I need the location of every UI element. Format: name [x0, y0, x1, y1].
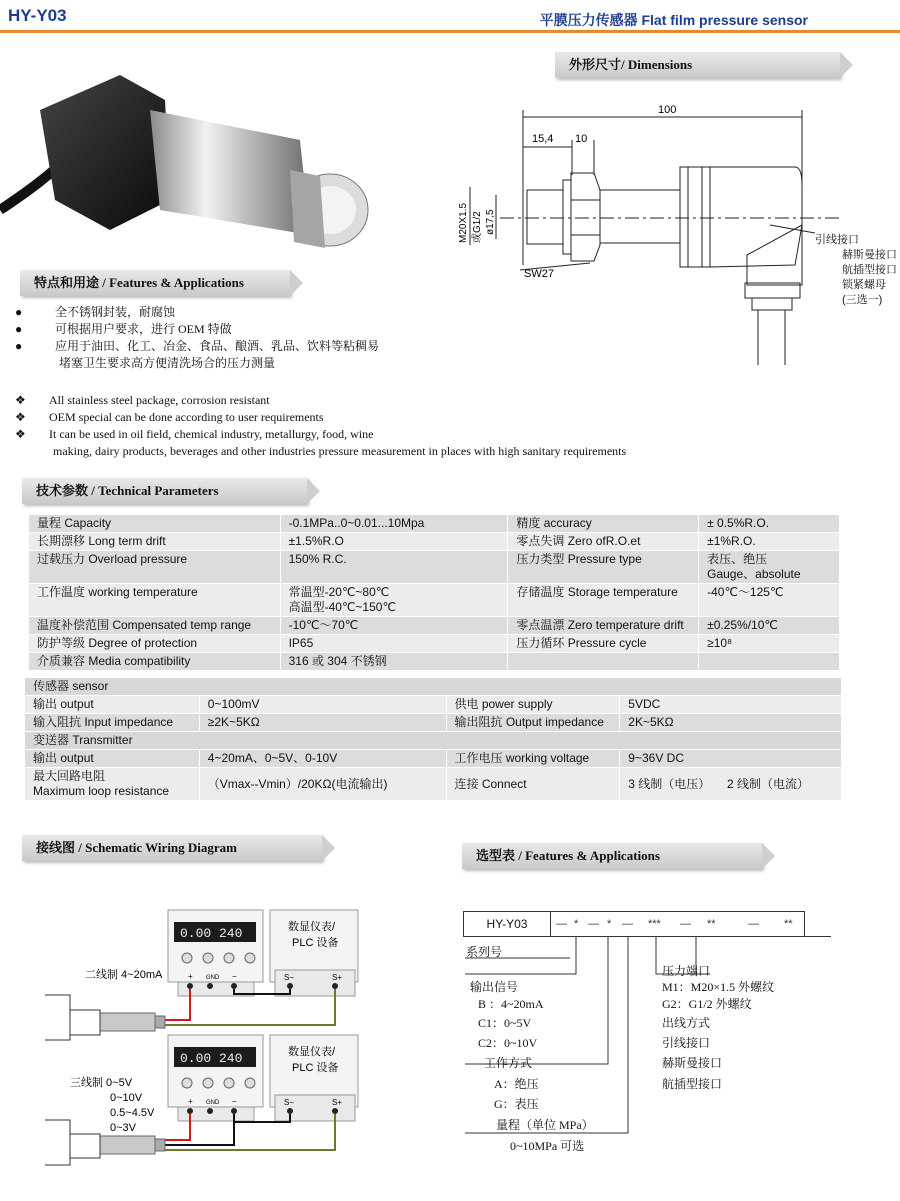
table-cell: 表压、绝压 Gauge、absolute	[699, 551, 840, 584]
slot-5: —	[622, 918, 633, 930]
selection-outlet: 出线方式	[662, 1016, 711, 1030]
cell: （Vmax--Vmin）/20KΩ(电流输出)	[199, 768, 446, 801]
term-gnd-bottom: GND	[206, 1100, 220, 1106]
feature-en-4: making, dairy products, beverages and other industries pressure measurement in places with high sanitary requirements	[53, 444, 627, 458]
table-cell: -40℃～125℃	[699, 584, 840, 617]
tech-table	[28, 514, 840, 671]
term-sminus-top: S−	[284, 973, 295, 982]
callout-line-1: 引线接口	[815, 234, 859, 246]
cell: ≥2K~5KΩ	[199, 714, 446, 732]
meter-bottom	[168, 1035, 263, 1121]
term-plus-bottom: +	[188, 1097, 193, 1106]
product-photo	[0, 60, 380, 270]
header-rule	[0, 30, 900, 33]
features-en-list	[15, 392, 715, 460]
term-plus-top: +	[188, 972, 193, 981]
table-cell: 介质兼容 Media compatibility	[29, 653, 281, 671]
work-opt-g: G：表压	[494, 1097, 539, 1111]
table-cell: 常温型-20℃~80℃ 高温型-40℃~150℃	[280, 584, 508, 617]
table-cell: 压力类型 Pressure type	[508, 551, 699, 584]
table-cell: 精度 accuracy	[508, 515, 699, 533]
output-opt-b: B ：4~20mA	[478, 997, 544, 1011]
selection-series: 系列号	[466, 945, 503, 959]
plc-top	[270, 910, 358, 996]
feature-cn-1: 全不锈钢封装，耐腐蚀	[55, 305, 176, 319]
slot-8: **	[707, 918, 716, 930]
selection-work-mode: 工作方式	[484, 1056, 533, 1070]
term-minus-bottom: −	[232, 1097, 237, 1106]
feature-cn-4: 堵塞卫生要求高方便清洗场合的压力测量	[59, 356, 276, 370]
dim-thread-alt: 或G1/2	[472, 211, 483, 243]
table-cell: 过载压力 Overload pressure	[29, 551, 281, 584]
table-cell: ±0.25%/10℃	[699, 617, 840, 635]
table-cell: 工作温度 working temperature	[29, 584, 281, 617]
cell	[620, 768, 842, 801]
three-wire-opt-1: 0~10V	[110, 1092, 143, 1104]
feature-cn-2: 可根据用户要求，进行 OEM 特做	[55, 322, 232, 336]
feature-cn-3: 应用于油田、化工、冶金、食品、酿酒、乳品、饮料等粘稠易	[55, 339, 380, 353]
table-cell	[699, 653, 840, 671]
table-cell: 温度补偿范围 Compensated temp range	[29, 617, 281, 635]
three-wire-label: 三线制 0~5V	[70, 1077, 133, 1089]
cell: 5VDC	[620, 696, 842, 714]
plc-label-top-1: 数显仪表/	[288, 921, 336, 933]
wiring-banner	[22, 835, 322, 861]
cell: 输出 output	[25, 750, 200, 768]
table-row	[29, 584, 840, 617]
callout-line-3: 航插型接口	[842, 264, 897, 276]
three-wire-opt-3: 0~3V	[110, 1122, 136, 1134]
features-cn-list	[15, 304, 435, 372]
table-cell: 零点温漂 Zero temperature drift	[508, 617, 699, 635]
selection-heading: 选型表 / Features & Applications	[476, 848, 660, 863]
dim-diameter: ø17,5	[485, 209, 496, 235]
table-row	[29, 533, 840, 551]
dim-sw27: SW27	[524, 268, 554, 280]
wiring-diagram	[30, 900, 440, 1195]
outlet-opt-1: 引线接口	[662, 1036, 711, 1050]
transmitter-label: 变送器 Transmitter	[25, 732, 842, 750]
slot-6: ***	[648, 918, 661, 930]
cell: 输入阻抗 Input impedance	[25, 714, 200, 732]
plc-label-bottom-2: PLC 设备	[292, 1062, 339, 1074]
table-row	[29, 635, 840, 653]
slot-1: —	[556, 918, 567, 930]
table-cell: 零点失调 Zero ofR.O.et	[508, 533, 699, 551]
slot-10: **	[784, 918, 793, 930]
table-cell: IP65	[280, 635, 508, 653]
cell: 工作电压 working voltage	[446, 750, 620, 768]
cell: 4~20mA、0~5V、0-10V	[199, 750, 446, 768]
selection-code-box	[463, 911, 551, 937]
features-banner	[20, 270, 290, 296]
plc-label-top-2: PLC 设备	[292, 937, 339, 949]
list-item: ❖ It can be used in oil field, chemical industry, metallurgy, food, wine	[15, 427, 374, 441]
port-opt-m1: M1：M20×1.5 外螺纹	[662, 980, 775, 994]
cell: 输出阻抗 Output impedance	[446, 714, 620, 732]
table-cell: -10℃～70℃	[280, 617, 508, 635]
page-title: 平膜压力传感器 Flat film pressure sensor	[539, 12, 808, 28]
table-cell: -0.1MPa..0~0.01...10Mpa	[280, 515, 508, 533]
list-item: ● 可根据用户要求，进行 OEM 特做	[15, 322, 232, 336]
dim-thread: M20X1.5	[458, 202, 469, 243]
sensor-label: 传感器 sensor	[25, 678, 842, 696]
term-sminus-bottom: S−	[284, 1098, 295, 1107]
technical-heading: 技术参数 / Technical Parameters	[36, 483, 219, 498]
plc-bottom	[270, 1035, 358, 1121]
output-opt-c1: C1：0~5V	[478, 1016, 532, 1030]
cell	[25, 768, 200, 801]
table-cell: ±1.5%R.O	[280, 533, 508, 551]
table-row	[29, 515, 840, 533]
slot-9: —	[748, 918, 759, 930]
selection-output-signal: 输出信号	[470, 980, 519, 994]
outlet-opt-3: 航插型接口	[662, 1077, 723, 1091]
max-loop-cn: 最大回路电阻	[33, 769, 106, 783]
cell: 0~100mV	[199, 696, 446, 714]
table-cell: 存储温度 Storage temperature	[508, 584, 699, 617]
two-wire-label: 二线制 4~20mA	[85, 969, 163, 981]
term-splus-bottom: S+	[332, 1098, 343, 1107]
three-wire-opt-2: 0.5~4.5V	[110, 1107, 155, 1119]
plc-label-bottom-1: 数显仪表/	[288, 1046, 336, 1058]
dim-10: 10	[575, 133, 588, 145]
callout-line-5: (三选一)	[842, 294, 883, 306]
table-cell: 316 或 304 不锈钢	[280, 653, 508, 671]
list-item	[15, 443, 715, 460]
list-item: ● 应用于油田、化工、冶金、食品、酿酒、乳品、饮料等粘稠易	[15, 339, 380, 353]
table-cell: 长期漂移 Long term drift	[29, 533, 281, 551]
slot-7: —	[680, 918, 691, 930]
cell: 连接 Connect	[446, 768, 620, 801]
display-top: 0.00 240	[180, 926, 243, 941]
list-item: ❖ All stainless steel package, corrosion resistant	[15, 393, 270, 407]
term-minus-top: −	[232, 972, 237, 981]
slot-2: *	[574, 918, 579, 930]
table-row	[29, 551, 840, 584]
dimensions-heading: 外形尺寸/ Dimensions	[569, 57, 693, 72]
dimensions-banner	[555, 52, 840, 78]
slot-4: *	[607, 918, 612, 930]
table-cell: ≥10⁸	[699, 635, 840, 653]
work-opt-a: A：绝压	[494, 1077, 539, 1091]
table-cell: ±1%R.O.	[699, 533, 840, 551]
table-row	[29, 617, 840, 635]
table-cell: ± 0.5%R.O.	[699, 515, 840, 533]
table-cell: 压力循环 Pressure cycle	[508, 635, 699, 653]
selection-banner	[462, 843, 762, 869]
outlet-opt-2: 赫斯曼接口	[662, 1056, 723, 1070]
table-row	[29, 653, 840, 671]
output-opt-c2: C2：0~10V	[478, 1036, 538, 1050]
table-cell: 150% R.C.	[280, 551, 508, 584]
features-heading: 特点和用途 / Features & Applications	[34, 275, 244, 290]
term-splus-top: S+	[332, 973, 343, 982]
wiring-heading: 接线图 / Schematic Wiring Diagram	[36, 840, 238, 855]
feature-en-2: OEM special can be done according to user requirements	[49, 410, 324, 424]
feature-en-3: It can be used in oil field, chemical industry, metallurgy, food, wine	[49, 427, 374, 441]
dim-15-4: 15,4	[532, 133, 554, 145]
cell: 输出 output	[25, 696, 200, 714]
technical-banner	[22, 478, 307, 504]
connect-3wire: 3 线制（电压）	[628, 776, 711, 791]
table-cell	[508, 653, 699, 671]
list-item: ❖ OEM special can be done according to user requirements	[15, 410, 324, 424]
list-item	[15, 355, 435, 372]
sensor-table	[24, 677, 842, 801]
max-loop-en: Maximum loop resistance	[33, 784, 170, 798]
slot-3: —	[588, 918, 599, 930]
display-bottom: 0.00 240	[180, 1051, 243, 1066]
callout-line-4: 锁紧螺母	[842, 279, 886, 291]
connect-2wire: 2 线制（电流）	[726, 776, 809, 791]
model-code: HY-Y03	[8, 6, 67, 25]
feature-en-1: All stainless steel package, corrosion resistant	[49, 393, 270, 407]
cell: 9~36V DC	[620, 750, 842, 768]
selection-model: HY-Y03	[486, 917, 528, 931]
list-item: ● 全不锈钢封装，耐腐蚀	[15, 305, 176, 319]
selection-range-value: 0~10MPa 可选	[510, 1139, 585, 1153]
dim-100: 100	[658, 104, 677, 116]
cell: 2K~5KΩ	[620, 714, 842, 732]
table-cell: 量程 Capacity	[29, 515, 281, 533]
term-gnd-top: GND	[206, 975, 220, 981]
port-opt-g2: G2：G1/2 外螺纹	[662, 997, 752, 1011]
outlet-callout	[815, 233, 897, 308]
selection-range: 量程（单位 MPa）	[496, 1118, 594, 1132]
table-cell: 防护等级 Degree of protection	[29, 635, 281, 653]
selection-port: 压力端口	[662, 964, 711, 978]
cell: 供电 power supply	[446, 696, 620, 714]
callout-line-2: 赫斯曼接口	[842, 249, 897, 261]
meter-top	[168, 910, 263, 996]
